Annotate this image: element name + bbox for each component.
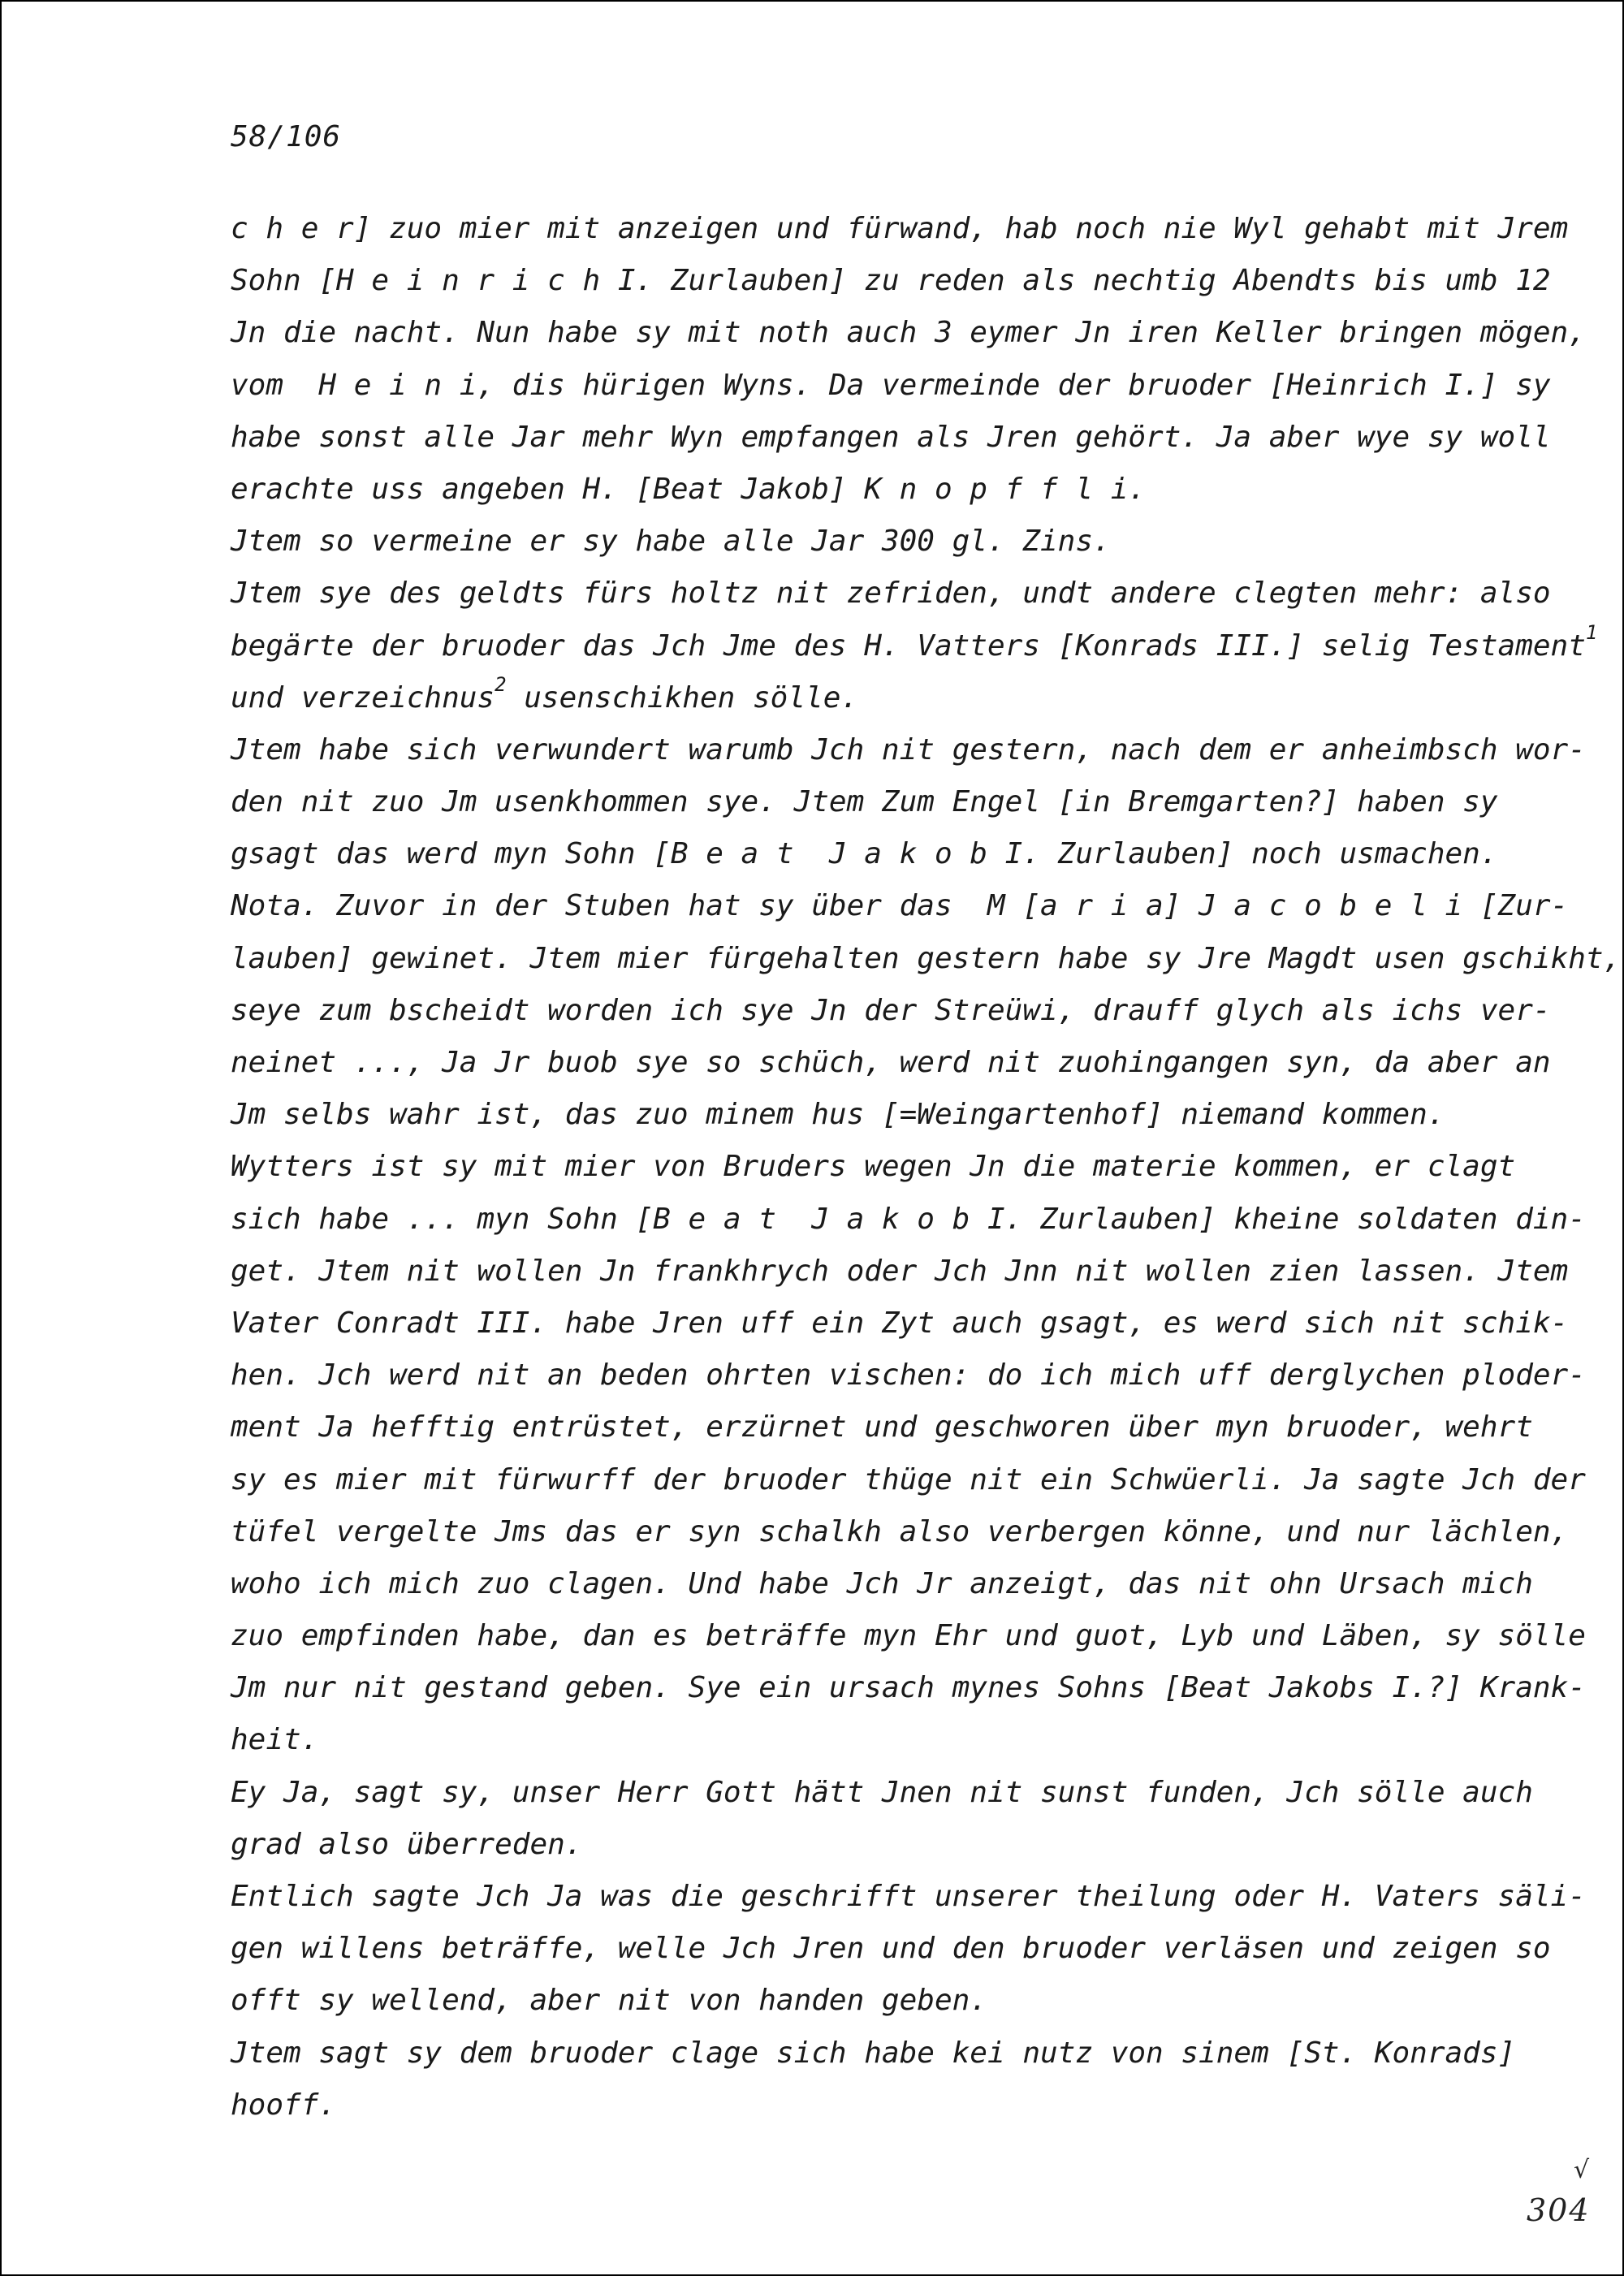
text-line: den nit zuo Jm usenkhommen sye. Jtem Zum Engel [in Bremgarten?] haben sy: [231, 785, 1498, 819]
text-line: zuo empfinden habe, dan es beträffe myn Ehr und guot, Lyb und Läben, sy sölle: [231, 1619, 1586, 1653]
text-line: get. Jtem nit wollen Jn frankhrych oder Jch Jnn nit wollen zien lassen. Jtem: [231, 1254, 1569, 1288]
text-line: gen willens beträffe, welle Jch Jren und den bruoder verläsen und zeigen so: [231, 1932, 1551, 1966]
text-line: [231, 620, 1598, 672]
text-line: neinet ..., Ja Jr buob sye so schüch, werd nit zuohingangen syn, da aber an: [231, 1046, 1551, 1079]
text-line: c h e r] zuo mier mit anzeigen und fürwand, hab noch nie Wyl gehabt mit Jrem: [231, 212, 1569, 245]
text-line: Jm nur nit gestand geben. Sye ein ursach mynes Sohns [Beat Jakobs I.?] Krank-: [231, 1671, 1586, 1705]
text-line: hen. Jch werd nit an beden ohrten vischen: do ich mich uff derglychen ploder-: [231, 1358, 1586, 1393]
text-line: seye zum bscheidt worden ich sye Jn der Streüwi, drauff glych als ichs ver-: [231, 993, 1551, 1027]
text-line: offt sy wellend, aber nit von handen geben.: [231, 1984, 987, 2018]
text-segment: usenschikhen sölle.: [506, 680, 859, 715]
text-line: Jtem sye des geldts fürs holtz nit zefriden, undt andere clegten mehr: also: [231, 577, 1551, 611]
text-line: Nota. Zuvor in der Stuben hat sy über das M [a r i a] J a c o b e l i [Zur-: [231, 889, 1569, 923]
text-line: sy es mier mit fürwurff der bruoder thüge nit ein Schwüerli. Ja sagte Jch der: [231, 1462, 1586, 1496]
text-line: Wytters ist sy mit mier von Bruders wegen Jn die materie kommen, er clagt: [231, 1150, 1516, 1184]
text-segment: begärte der bruoder das Jch Jme des H. Vatters [Konrads III.] selig Testament: [231, 628, 1586, 663]
text-line: grad also überreden.: [231, 1827, 583, 1861]
text-line: hooff.: [231, 2088, 337, 2122]
text-line: habe sonst alle Jar mehr Wyn empfangen als Jren gehört. Ja aber wye sy woll: [231, 420, 1551, 454]
text-line: erachte uss angeben H. [Beat Jakob] K n o p f f l i.: [231, 472, 1147, 506]
text-line: vom H e i n i, dis hürigen Wyns. Da vermeinde der bruoder [Heinrich I.] sy: [231, 368, 1551, 402]
text-line: tüfel vergelte Jms das er syn schalkh also verbergen könne, und nur lächlen,: [231, 1514, 1569, 1548]
text-line: Jtem sagt sy dem bruoder clage sich habe kei nutz von sinem [St. Konrads]: [231, 2036, 1516, 2070]
text-line: heit.: [231, 1723, 319, 1757]
text-line: Sohn [H e i n r i c h I. Zurlauben] zu reden als nechtig Abendts bis umb 12: [231, 264, 1551, 298]
text-line: Vater Conradt III. habe Jren uff ein Zyt auch gsagt, es werd sich nit schik-: [231, 1306, 1569, 1340]
footnote-marker: 2: [495, 672, 507, 696]
text-line: sich habe ... myn Sohn [B e a t J a k o b I. Zurlauben] kheine soldaten din-: [231, 1202, 1586, 1236]
document-body: [231, 203, 1622, 2131]
text-line: Jtem habe sich verwundert warumb Jch nit gestern, nach dem er anheimbsch wor-: [231, 732, 1586, 767]
text-line: Jtem so vermeine er sy habe alle Jar 300 gl. Zins.: [231, 525, 1111, 559]
text-line: Entlich sagte Jch Ja was die geschrifft unserer theilung oder H. Vaters säli-: [231, 1880, 1586, 1913]
text-line: Jm selbs wahr ist, das zuo minem hus [=Weingartenhof] niemand kommen.: [231, 1098, 1445, 1132]
text-line: gsagt das werd myn Sohn [B e a t J a k o b I. Zurlauben] noch usmachen.: [231, 837, 1498, 871]
handwritten-folio-number: 304: [1527, 2192, 1591, 2228]
checkmark-annotation: √: [1574, 2156, 1590, 2184]
text-line: woho ich mich zuo clagen. Und habe Jch Jr anzeigt, das nit ohn Ursach mich: [231, 1566, 1533, 1600]
text-line: lauben] gewinet. Jtem mier fürgehalten gestern habe sy Jre Magdt usen gschikht,: [231, 941, 1622, 975]
footnote-marker: 1: [1585, 620, 1598, 644]
text-line: Ey Ja, sagt sy, unser Herr Gott hätt Jnen nit sunst funden, Jch sölle auch: [231, 1775, 1533, 1809]
text-line: ment Ja hefftig entrüstet, erzürnet und geschworen über myn bruoder, wehrt: [231, 1410, 1533, 1445]
text-line: Jn die nacht. Nun habe sy mit noth auch 3 eymer Jn iren Keller bringen mögen,: [231, 316, 1586, 350]
page-number: 58/106: [231, 120, 342, 153]
text-line: [231, 672, 1562, 724]
text-segment: und verzeichnus: [231, 680, 495, 715]
